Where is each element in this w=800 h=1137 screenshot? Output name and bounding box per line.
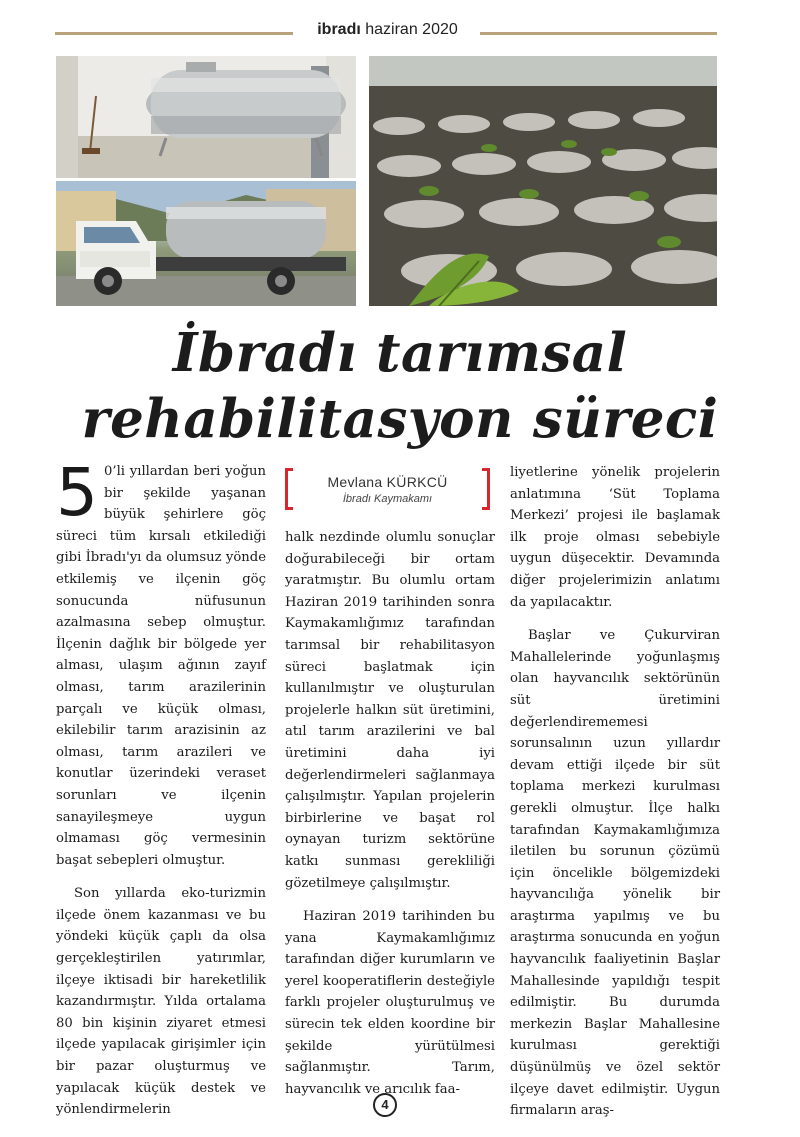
article-title [50, 320, 750, 452]
paragraph-text: 0’li yıllardan beri yoğun bir şekilde yaşanan büyük şehirlere göç süreci tüm kırsalı etkilediği gibi İbradı'yı da olumsuz yönde etkilemiş ve ilçenin göç sonucunda nüfusunun azalmasına sebep olmuştur. İlçenin dağlık bir bölgede yer alması, ulaşım ağının zayıf olması, tarım arazilerinin parçalı ve küçük olması, ekilebilir tarım arazisinin az olması, tarım arazileri ve konutlar üzerindeki veraset sorunları ve ilçenin sanayileşmeye uygun olmaması göç vermesinin başat sebepleri olmuştur. [56, 464, 266, 868]
header-issue: haziran 2020 [365, 21, 458, 38]
paragraph: Başlar ve Çukurviran Mahallelerinde yoğunlaşmış olan hayvancılık sektörünün süt üretimini değerlendirememesi sorunsalının uzun yıllardır devam ettiği ilçede bir süt toplama merkezi kurulması gerekli olmuştur. İlçe halkı tarafından Kaymakamlığımıza iletilen bu sorunun çözümü için öncelikle bölgemizdeki hayvancılığa yönelik bir araştırma yapılmış ve bu araştırma sonucunda en yoğun hayvancılık faaliyetinin Başlar Mahallesinde yapıldığı tespit edilmiştir. Bu durumda merkezin Başlar Mahallesine kurulması gerektiği düşünülmüş ve özel sektör ilçeye davet edilmiştir. Uygun firmaların araş- [510, 628, 720, 1119]
article-column-3 [510, 462, 720, 1122]
article-column-1 [56, 454, 266, 1121]
paragraph: Haziran 2019 tarihinden bu yana Kaymakamlığımız tarafından diğer kurumların ve yerel kooperatiflerin desteğiyle farklı projeler oluşturulmuş ve sürecin tek elden koordine bir şekilde yürütülmesi sağlanmıştır. Tarım, hayvancılık ve arıcılık faa- [285, 909, 495, 1097]
header-rule-left [55, 32, 293, 35]
running-header [300, 21, 475, 39]
paragraph [56, 454, 266, 871]
header-rule-right [480, 32, 717, 35]
author-name: Mevlana KÜRKCÜ [327, 474, 448, 490]
author-byline [285, 468, 490, 512]
article-column-2 [285, 527, 495, 1100]
photo-milk-tank-room [56, 56, 356, 178]
article-title-line-1: İbradı tarımsal [172, 322, 628, 384]
author-role: İbradı Kaymakamı [342, 493, 433, 505]
drop-cap: 5 [56, 454, 98, 531]
photo-seedlings-greenhouse [369, 56, 717, 306]
article-title-line-2: rehabilitasyon süreci [81, 388, 719, 450]
page-number: 4 [373, 1093, 397, 1117]
photo-milk-truck [56, 181, 356, 306]
paragraph: liyetlerine yönelik projelerin anlatımına ‘Süt Toplama Merkezi’ projesi ile başlamak ilk proje olması sebebiyle uygun düşecektir. Devamında diğer projelerimizin anlatımı da yapılacaktır. [510, 465, 720, 610]
bracket-right [482, 468, 490, 510]
header-brand: ibradı [317, 21, 361, 38]
paragraph: halk nezdinde olumlu sonuçlar doğurabileceği bir ortam yaratmıştır. Bu olumlu ortam Haziran 2019 tarihinden sonra Kaymakamlığımız tarafından tarımsal bir rehabilitasyon süreci başlatmak için kullanılmıştır ve oluşturulan projelerle halkın süt üretimini, atıl tarım arazilerini ve bal üretimini daha iyi değerlendirmeleri sağlanmaya çalışılmıştır. Yapılan projelerin birbirlerine ve başat rol oynayan turizm sektörüne katkı sunması gerekliliği gözetilmeye çalışılmıştır. [285, 530, 495, 891]
paragraph: Son yıllarda eko-turizmin ilçede önem kazanması ve bu yöndeki küçük çaplı da olsa gerçekleştirilen yatırımlar, ilçeye iktisadi bir hareketlilik kazandırmıştır. Yılda ortalama 80 bin kişinin ziyaret etmesi ilçede yapılacak girişimler için bir pazar oluşturmuş ve yapılacak küçük destek ve yönlendirmelerin [56, 886, 266, 1118]
